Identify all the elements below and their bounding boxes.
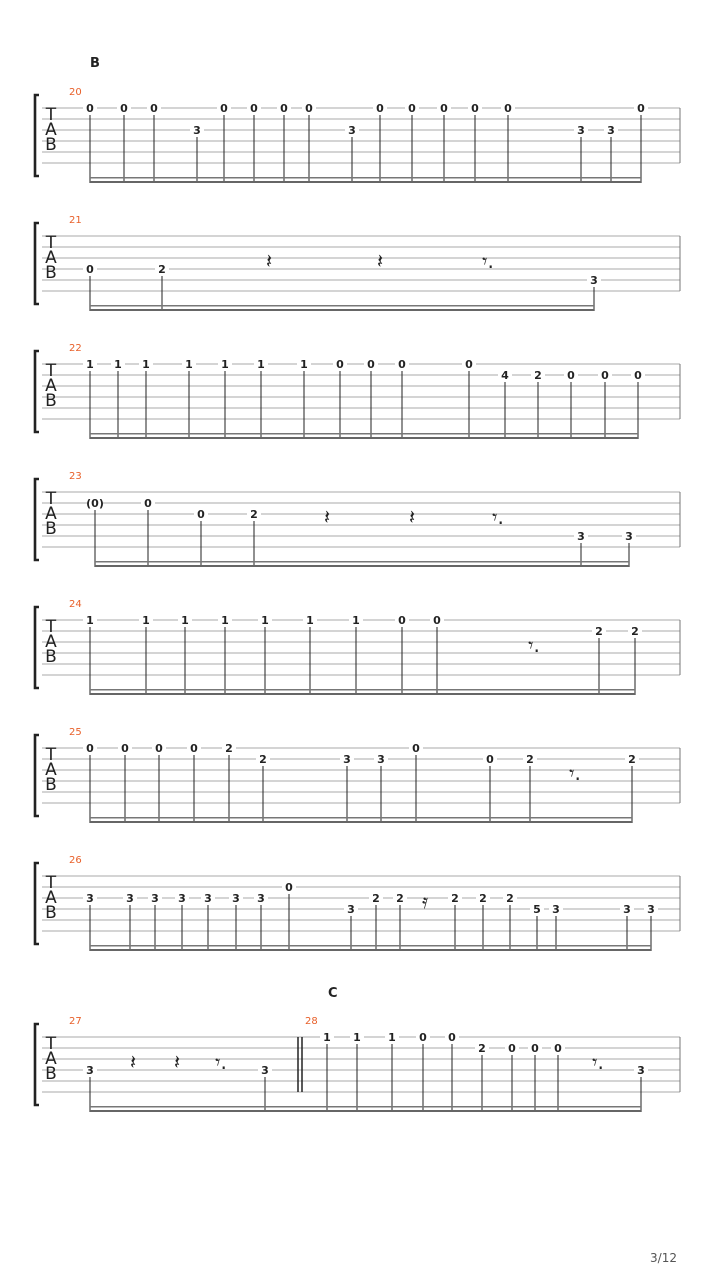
beam: [90, 177, 641, 179]
tab-system: [35, 87, 680, 183]
fret-number: 0: [155, 742, 163, 755]
tab-clef-letter: T: [45, 489, 57, 509]
beam: [90, 181, 641, 183]
fret-number: 3: [577, 124, 585, 137]
fret-number: 0: [120, 102, 128, 115]
fret-number: 1: [114, 358, 122, 371]
tab-systems: [35, 87, 680, 1112]
fret-number: 0: [220, 102, 228, 115]
fret-number: 3: [151, 892, 159, 905]
section-label: B: [90, 56, 100, 71]
fret-number: 0: [440, 102, 448, 115]
fret-number: 1: [142, 614, 150, 627]
tab-clef-letter: B: [45, 391, 57, 411]
measure-number: 27: [69, 1016, 82, 1027]
system-bracket: [35, 223, 39, 304]
fret-number: 0: [367, 358, 375, 371]
tab-clef-letter: B: [45, 135, 57, 155]
tab-clef-letter: T: [45, 617, 57, 637]
tab-clef-letter: A: [45, 376, 57, 396]
fret-number: 0: [376, 102, 384, 115]
fret-number: 0: [398, 358, 406, 371]
fret-number: 2: [526, 753, 534, 766]
tab-clef-letter: T: [45, 1034, 57, 1054]
beam: [90, 433, 638, 435]
fret-number: 2: [631, 625, 639, 638]
measure-number: 25: [69, 727, 82, 738]
fret-number: 2: [259, 753, 267, 766]
fret-number: 0: [486, 753, 494, 766]
tab-clef-letter: B: [45, 647, 57, 667]
system-bracket: [35, 351, 39, 432]
rest-symbol: 𝄾.: [482, 249, 494, 273]
fret-number: 0: [280, 102, 288, 115]
tab-clef-letter: B: [45, 903, 57, 923]
fret-number: 3: [257, 892, 265, 905]
beam: [90, 945, 651, 947]
tab-system: [35, 855, 680, 951]
rest-symbol: 𝄽: [173, 1050, 181, 1074]
tab-system: [35, 1016, 680, 1112]
measure-number: 24: [69, 599, 82, 610]
rest-symbol: 𝄾.: [592, 1050, 604, 1074]
fret-number: 3: [261, 1064, 269, 1077]
system-bracket: [35, 95, 39, 176]
system-bracket: [35, 479, 39, 560]
rest-symbol: 𝄾.: [569, 761, 581, 785]
fret-number: 3: [377, 753, 385, 766]
fret-number: 3: [204, 892, 212, 905]
fret-number: 3: [607, 124, 615, 137]
fret-number: 1: [86, 358, 94, 371]
rest-symbol: 𝄾.: [492, 505, 504, 529]
fret-number: 0: [285, 881, 293, 894]
tab-system: [35, 599, 680, 695]
fret-number: 0: [433, 614, 441, 627]
tab-clef-letter: T: [45, 361, 57, 381]
tab-system: [35, 215, 680, 311]
fret-number: 3: [577, 530, 585, 543]
tab-clef-letter: B: [45, 519, 57, 539]
rest-symbol: 𝄾.: [215, 1050, 227, 1074]
fret-number: 0: [121, 742, 129, 755]
rest-symbol: 𝄾.: [528, 633, 540, 657]
fret-number: 5: [533, 903, 541, 916]
fret-number: 3: [193, 124, 201, 137]
tab-clef-letter: B: [45, 775, 57, 795]
fret-number: 0: [471, 102, 479, 115]
rest-symbol: 𝄽: [323, 505, 331, 529]
fret-number: 2: [595, 625, 603, 638]
fret-number: 4: [501, 369, 509, 382]
fret-number: 0: [601, 369, 609, 382]
tab-system: [35, 343, 680, 439]
fret-number: 3: [343, 753, 351, 766]
tab-system: [35, 471, 680, 567]
beam: [90, 305, 594, 307]
section-label: C: [328, 986, 338, 1001]
fret-number: 2: [372, 892, 380, 905]
fret-number: 3: [232, 892, 240, 905]
beam: [90, 1106, 641, 1108]
fret-number: 1: [257, 358, 265, 371]
fret-number: 1: [352, 614, 360, 627]
fret-number: 2: [506, 892, 514, 905]
fret-number: 0: [190, 742, 198, 755]
tab-clef-letter: A: [45, 120, 57, 140]
fret-number: 0: [554, 1042, 562, 1055]
system-bracket: [35, 607, 39, 688]
fret-number: 0: [86, 102, 94, 115]
fret-number: 2: [628, 753, 636, 766]
fret-number: 3: [647, 903, 655, 916]
section-labels: [90, 56, 338, 1001]
fret-number: 2: [158, 263, 166, 276]
fret-number: 0: [305, 102, 313, 115]
tab-clef-letter: T: [45, 873, 57, 893]
fret-number: 0: [412, 742, 420, 755]
beam: [90, 689, 635, 691]
tab-clef-letter: B: [45, 263, 57, 283]
measure-number: 28: [305, 1016, 318, 1027]
tab-clef-letter: A: [45, 632, 57, 652]
fret-number: 0: [634, 369, 642, 382]
fret-number: 1: [221, 614, 229, 627]
fret-number: 1: [300, 358, 308, 371]
beam: [95, 565, 629, 567]
fret-number: 2: [479, 892, 487, 905]
fret-number: 0: [336, 358, 344, 371]
system-bracket: [35, 863, 39, 944]
tab-clef-letter: A: [45, 248, 57, 268]
measure-number: 21: [69, 215, 82, 226]
fret-number: 3: [126, 892, 134, 905]
fret-number: 1: [323, 1031, 331, 1044]
fret-number: 2: [396, 892, 404, 905]
fret-number: 3: [86, 1064, 94, 1077]
fret-number: 0: [567, 369, 575, 382]
tab-clef-letter: A: [45, 888, 57, 908]
fret-number: 1: [353, 1031, 361, 1044]
beam: [90, 817, 632, 819]
page-number: 3/12: [650, 1251, 677, 1265]
measure-number: 22: [69, 343, 82, 354]
measure-number: 20: [69, 87, 82, 98]
fret-number: 0: [250, 102, 258, 115]
rest-symbol: 𝄿: [421, 889, 429, 913]
beam: [90, 949, 651, 951]
fret-number: 3: [625, 530, 633, 543]
rest-symbol: 𝄽: [376, 249, 384, 273]
fret-number: 1: [181, 614, 189, 627]
fret-number: 3: [86, 892, 94, 905]
fret-number: 1: [261, 614, 269, 627]
rest-symbol: 𝄽: [265, 249, 273, 273]
fret-number: (0): [86, 497, 104, 510]
fret-number: 2: [478, 1042, 486, 1055]
rest-symbol: 𝄽: [129, 1050, 137, 1074]
fret-number: 3: [623, 903, 631, 916]
tab-clef-letter: T: [45, 233, 57, 253]
fret-number: 1: [221, 358, 229, 371]
fret-number: 3: [590, 274, 598, 287]
fret-number: 0: [398, 614, 406, 627]
fret-number: 1: [388, 1031, 396, 1044]
fret-number: 3: [347, 903, 355, 916]
fret-number: 0: [531, 1042, 539, 1055]
fret-number: 1: [306, 614, 314, 627]
tab-clef-letter: T: [45, 105, 57, 125]
fret-number: 0: [448, 1031, 456, 1044]
tab-clef-letter: A: [45, 504, 57, 524]
beam: [90, 309, 594, 311]
fret-number: 0: [504, 102, 512, 115]
fret-number: 2: [225, 742, 233, 755]
fret-number: 1: [185, 358, 193, 371]
fret-number: 0: [197, 508, 205, 521]
fret-number: 3: [348, 124, 356, 137]
beam: [90, 821, 632, 823]
rest-symbol: 𝄽: [408, 505, 416, 529]
measure-number: 26: [69, 855, 82, 866]
fret-number: 0: [465, 358, 473, 371]
fret-number: 3: [552, 903, 560, 916]
fret-number: 0: [419, 1031, 427, 1044]
measure-number: 23: [69, 471, 82, 482]
beam: [90, 1110, 641, 1112]
fret-number: 1: [142, 358, 150, 371]
beam: [90, 437, 638, 439]
fret-number: 0: [637, 102, 645, 115]
tab-system: [35, 727, 680, 823]
fret-number: 3: [178, 892, 186, 905]
fret-number: 0: [408, 102, 416, 115]
fret-number: 0: [508, 1042, 516, 1055]
fret-number: 0: [86, 263, 94, 276]
fret-number: 1: [86, 614, 94, 627]
system-bracket: [35, 1024, 39, 1105]
tab-clef-letter: T: [45, 745, 57, 765]
beam: [90, 693, 635, 695]
fret-number: 0: [150, 102, 158, 115]
fret-number: 2: [250, 508, 258, 521]
fret-number: 2: [534, 369, 542, 382]
tab-clef-letter: A: [45, 1049, 57, 1069]
tab-clef-letter: B: [45, 1064, 57, 1084]
beam: [95, 561, 629, 563]
system-bracket: [35, 735, 39, 816]
fret-number: 3: [637, 1064, 645, 1077]
fret-number: 0: [86, 742, 94, 755]
fret-number: 0: [144, 497, 152, 510]
fret-number: 2: [451, 892, 459, 905]
tab-clef-letter: A: [45, 760, 57, 780]
